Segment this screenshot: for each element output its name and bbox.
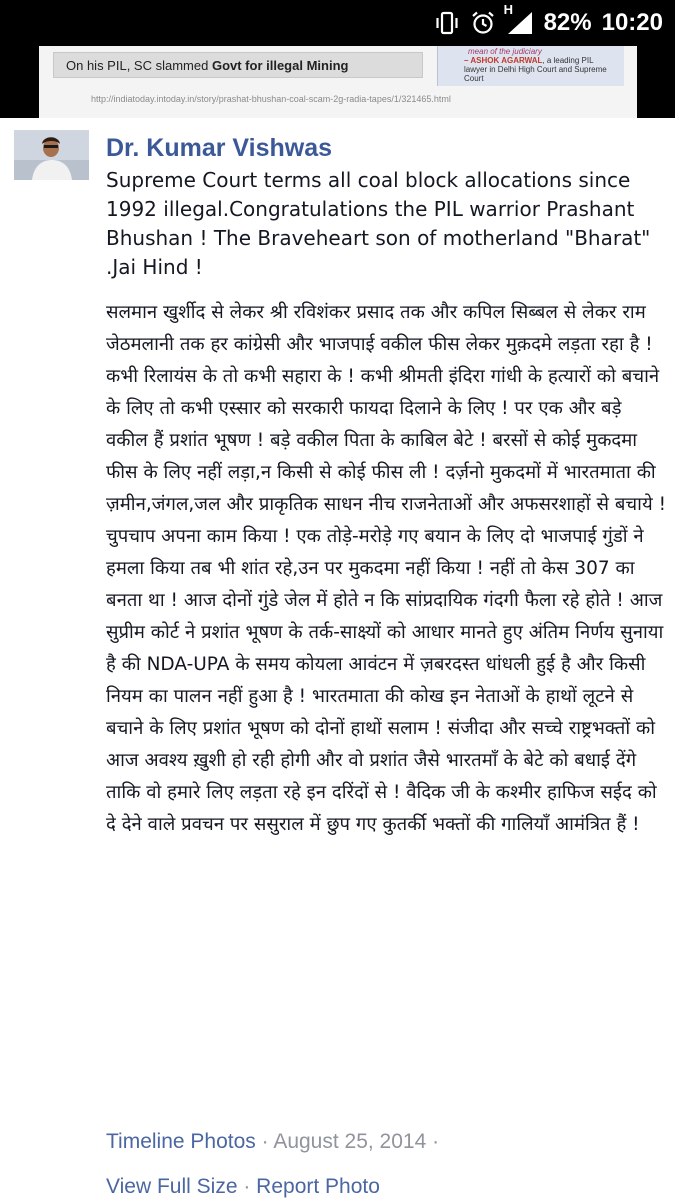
clock: 10:20 — [601, 9, 663, 36]
embedded-headline: On his PIL, SC slammed Govt for illegal Mining — [53, 52, 423, 78]
avatar[interactable] — [14, 130, 89, 180]
alarm-icon — [470, 10, 496, 36]
post-text-english: Supreme Court terms all coal block allocations since 1992 illegal.Congratulations the PIL warrior Prashant Bhushan ! The Braveheart son of motherland "Bharat" .Jai Hind ! — [106, 168, 651, 279]
embedded-image[interactable] — [0, 46, 675, 118]
meta-trailing-dot: · — [426, 1130, 440, 1153]
vibrate-icon — [434, 10, 460, 36]
post-meta — [106, 1130, 439, 1154]
post-text-hindi: सलमान खुर्शीद से लेकर श्री रविशंकर प्रसाद तक और कपिल सिब्बल से लेकर राम जेठमलानी तक हर कांग्रेसी और भाजपाई वकील फीस लेकर मुक़दमे लड़ता रहा है ! कभी रिलायंस के तो कभी सहारा के ! कभी श्रीमती इंदिरा गांधी के हत्यारों को बचाने के लिए तो कभी एस्सार को सरकारी फायदा दिलाने के लिए ! पर एक और बड़े वकील हैं प्रशांत भूषण ! बड़े वकील पिता के काबिल बेटे ! बरसों से कोई मुकदमा फीस के लिए नहीं लड़ा,न किसी से कोई फीस ली ! दर्ज़नो मुकदमों में भारतमाता की ज़मीन,जंगल,जल और प्राकृतिक साधन नीच राजनेताओं और अफसरशाहों से बचाये ! चुपचाप अपना काम किया ! एक तोड़े-मरोड़े गए बयान के लिए दो भाजपाई गुंडों ने हमला किया तब भी शांत रहे,उन पर मुकदमा नहीं किया ! नहीं तो केस 307 का बनता था ! आज दोनों गुंडे जेल में होते न कि सांप्रदायिक गंदगी फैला रहे होते ! आज सुप्रीम कोर्ट ने प्रशांत भूषण के तर्क-साक्ष्यों को आधार मानते हुए अंतिम निर्णय सुनाया है की NDA-UPA के समय कोयला आवंटन में ज़बरदस्त धांधली हुई है और किसी नियम का पालन नहीं हुआ है ! भारतमाता की कोख इन नेताओं के हाथों लूटने से बचाने के लिए प्रशांत भूषण को दोनों हाथों सलाम ! संजीदा और सच्चे राष्ट्रभक्तों को आज अवश्य ख़ुशी हो रही होगी और वो प्रशांत जैसे भारतमाँ के बेटे को बधाई देंगे ताकि वो हमारे लिए लड़ता रहे इन दरिंदों से ! वैदिक जी के कश्मीर हाफिज सईद को दे देने वाले प्रवचन पर ससुराल में छुप गए कुतर्की भक्तों की गालियाँ आमंत्रित हैं ! — [106, 302, 666, 835]
post-date[interactable]: August 25, 2014 — [273, 1130, 427, 1153]
view-full-size-link[interactable]: View Full Size — [106, 1175, 238, 1198]
status-indicators — [434, 0, 663, 46]
battery-level: 82% — [543, 9, 592, 36]
embedded-article-snippet — [39, 46, 637, 118]
embedded-quote-caption: – ASHOK AGARWAL, a leading PIL lawyer in Delhi High Court and Supreme Court — [464, 56, 607, 83]
meta-separator: · — [255, 1130, 274, 1153]
embedded-url: http://indiatoday.intoday.in/story/prashat-bhushan-coal-scam-2g-radia-tapes/1/321465.html — [91, 94, 451, 104]
embedded-quote-box — [437, 46, 624, 86]
report-photo-link[interactable]: Report Photo — [256, 1175, 380, 1198]
status-bar — [0, 0, 675, 46]
actions-separator: · — [237, 1175, 257, 1198]
post-author[interactable]: Dr. Kumar Vishwas — [106, 134, 333, 162]
signal-icon — [503, 2, 534, 36]
network-type: H — [503, 2, 513, 17]
embedded-quote-title: mean of the judiciary — [468, 47, 542, 56]
photo-actions — [106, 1175, 380, 1199]
album-link[interactable]: Timeline Photos — [106, 1130, 256, 1153]
